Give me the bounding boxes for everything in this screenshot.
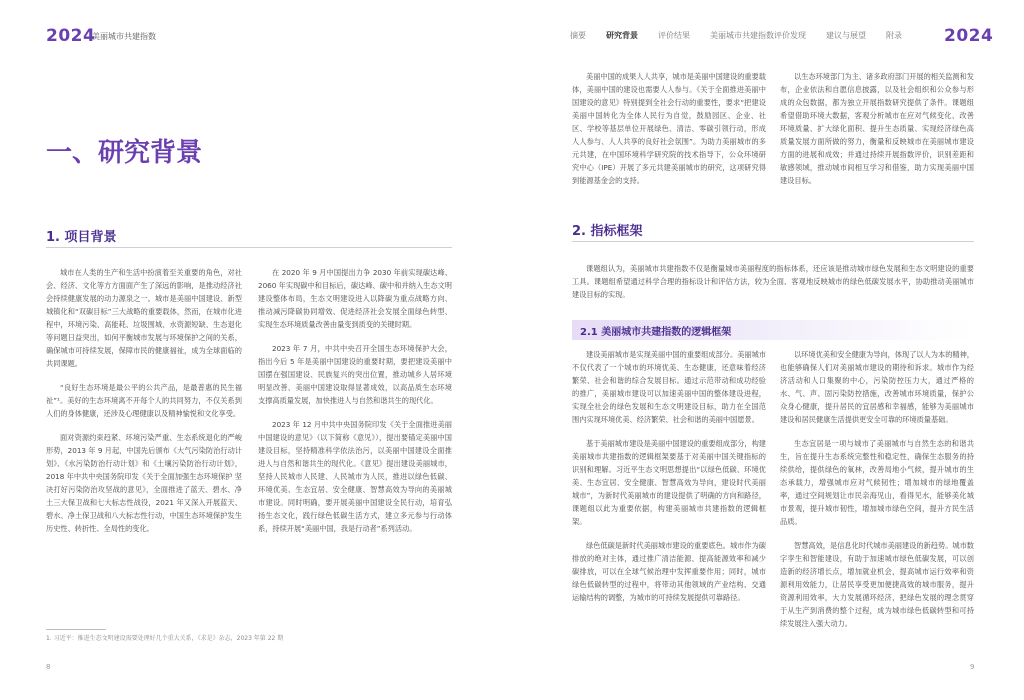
nav-item-background[interactable]: 研究背景 xyxy=(606,31,638,40)
left-column-2 xyxy=(258,266,452,606)
paragraph: 城市在人类的生产和生活中扮演着至关重要的角色，对社会、经济、文化等方方面面产生了深远的影响，是推动经济社会持续健康发展的动力源泉之一。城市是美丽中国建设、新型城镇化和“双碳目标”三大战略的重要载体，然而，在城市化进程中，环境污染、高能耗、垃圾围城、水资源短缺、生态退化等问题日益突出，如何平衡城市发展与环境保护之间的关系，确保城市可持续发展，保障市民的健康福祉，成为全球面临的共同课题。 xyxy=(46,268,242,368)
footnote: 1. 习近平：推进生态文明建设需要处理好几个重大关系，《求是》杂志，2023 年第 22 期 xyxy=(46,635,284,642)
section-rule-left xyxy=(46,247,452,248)
right-column-2 xyxy=(780,348,974,648)
paragraph: 在 2020 年 9 月中国提出力争 2030 年前实现碳达峰、2060 年实现碳中和目标后，碳达峰、碳中和并纳入生态文明建设整体布局，生态文明建设进入以降碳为重点战略方向、推动减污降碳协同增效、促进经济社会发展全面绿色转型、实现生态环境质量改善由量变到质变的关键时期。 xyxy=(258,268,452,329)
nav-item-results[interactable]: 评价结果 xyxy=(658,31,690,40)
chapter-title: 一、研究背景 xyxy=(46,138,203,168)
paragraph: 生态宜居是一项与城市了美丽城市与自然生态的和谐共生，旨在提升生态系统完整性和稳定性，确保生态服务的持续供给，提供绿色的氧林，改善局地小气候，提升城市的生态承载力，增强城市应对气候韧性；增加城市的绿地覆盖率，通过空间规划让市民亲海见山，看得见水，能够美化城市景观，提升城市韧性，增加城市绿色空间，提升方民生活品质。 xyxy=(780,439,974,526)
left-column-1 xyxy=(46,266,242,606)
paragraph: 绿色低碳是新时代美丽城市建设的重要底色。城市作为碳排放的绝对主体，通过推广清洁能源、提高能源效率和减少碳排放，可以在全球气候治理中发挥重要作用；同时，城市绿色低碳转型的过程中，将带动其他领域的产业结构、交通运输结构的调整，为城市的可持续发展提供可靠路径。 xyxy=(572,541,766,602)
paragraph: 智慧高效，是信息化时代城市美丽建设的新趋势。城市数字孪生和智能建设，有助于加速城市绿色低碳发展，可以创造新的经济增长点，增加就业机会，提高城市运行效率和资源利用效能力，让居民享受更加便捷高效的城市服务，提升资源利用效率，大力发展循环经济，把绿色发展的理念贯穿于从生产到消费的整个过程，成为城市绿色低碳转型和可持续发展注入强大动力。 xyxy=(780,541,974,628)
paragraph: 美丽中国的成果人人共享，城市是美丽中国建设的重要载体，美丽中国的建设也需要人人参与。《关于全面推进美丽中国建设的意见》特别提到全社会行动的重要性，要求“把建设美丽中国转化为全体人民行为自觉，鼓励园区、企业、社区、学校等基层单位开展绿色、清洁、零碳引领行动，形成人人参与、人人共享的良好社会氛围”。为助力美丽城市的多元共建，在中国环境科学研究院的技术指导下，公众环境研究中心（IPE）开展了多元共建美丽城市的研究，这项研究得到能源基金会的支持。 xyxy=(572,72,766,185)
header-report-title: 美丽城市共建指数 xyxy=(92,32,156,41)
nav-item-summary[interactable]: 摘要 xyxy=(570,31,586,40)
nav-item-appendix[interactable]: 附录 xyxy=(886,31,902,40)
header-nav xyxy=(570,30,922,41)
footnote-divider xyxy=(46,629,106,630)
paragraph: 2023 年 7 月，中共中央召开全国生态环境保护大会，指出今后 5 年是美丽中国建设的重要时期，要把建设美丽中国摆在强国建设、民族复兴的突出位置，推动城乡人居环境明显改善、美丽中国建设取得显著成效，以高品质生态环境支撑高质量发展，加快推进人与自然和谐共生的现代化。 xyxy=(258,344,452,405)
nav-item-suggestions[interactable]: 建议与展望 xyxy=(826,31,866,40)
right-column-1 xyxy=(572,348,766,648)
paragraph: 以生态环境部门为主、诸多政府部门开展的相关监测和发布，企业依法和自愿信息披露，以及社会组织和公众参与形成的众包数据，都为独立开展指数研究提供了条件。课题组希望借助环境大数据，客观分析城市在应对气候变化、改善环境质量、扩大绿化面积、提升生态质量、实现经济绿色高质量发展方面所做的努力，衡量和反映城市在美丽城市建设方面的进展和成效；并通过持续开展指数评价，识别差距和敏感领域，推动城市间相互学习和借鉴，助力实现美丽中国建设目标。 xyxy=(780,72,974,185)
paragraph: 以环境优美和安全健康为导向，体现了以人为本的精神，也能够确保人们对美丽城市建设的期待和诉求。城市作为经济活动和人口集聚的中心，污染防控压力大，通过严格的水、气、声、固污染防控措施，改善城市环境质量，保护公众身心健康，提升居民的宜居感和幸福感，能够为美丽城市建设和居民健康生活提供更安全可靠的环境质量基础。 xyxy=(780,350,974,424)
section-heading-index-framework: 2. 指标框架 xyxy=(572,224,643,239)
section-heading-project-background: 1. 项目背景 xyxy=(46,230,117,245)
paragraph: 面对资源约束趋紧、环境污染严重、生态系统退化的严峻形势，2013 年 9 月起，中国先后颁布《大气污染防治行动计划》、《水污染防治行动计划》和《土壤污染防治行动计划》，2018 年中共中央国务院印发《关于全面加强生态环境保护 坚决打好污染防治攻坚战的意见》，全面推进了蓝天、碧水、净土三大保卫战和七大标志性战役，2021 年又深入开展蓝天、碧水、净土保卫战和八大标志性行动，中国生态环境保护发生历史性、转折性、全局性的变化。 xyxy=(46,433,242,533)
page-number-left: 8 xyxy=(46,663,51,671)
page-number-right: 9 xyxy=(970,663,975,671)
header-year-left: 2024 xyxy=(46,26,96,46)
paragraph: 基于美丽城市建设是美丽中国建设的重要组成部分，构建美丽城市共建指数的逻辑框架要基于对美丽中国关键指标的识别和理解。习近平生态文明思想提出“以绿色低碳、环境优美、生态宜居、安全健康、智慧高效为导向，建设时代美丽城市”，为新时代美丽城市的建设提供了明确的方向和路径，课题组以此为重要依据，构建美丽城市共建指数的逻辑框架。 xyxy=(572,439,766,526)
subsection-heading-logic-framework: 2.1 美丽城市共建指数的逻辑框架 xyxy=(580,327,732,338)
paragraph: 建设美丽城市是实现美丽中国的重要组成部分。美丽城市不仅代表了一个城市的环境优美、生态健康，还意味着经济繁荣、社会和谐的综合发展目标。通过示范带动和成功经验的推广，美丽城市建设可以加速美丽中国的整体建设进程，实现全社会的绿色发展和生态文明建设目标，助力在全国范围内实现环境优美、经济繁荣、社会和谐的美丽中国愿景。 xyxy=(572,350,766,424)
section-rule-right xyxy=(572,241,974,242)
page-header xyxy=(0,0,1024,70)
right-top-column-2 xyxy=(780,70,974,200)
paragraph: 课题组认为，美丽城市共建指数不仅是衡量城市美丽程度的指标体系，还应该是推动城市绿色发展和生态文明建设的重要工具。课题组希望通过科学合理的指标设计和评估方法，较为全面、客观地反映城市的绿色低碳发展水平，协助推动美丽城市建设目标的实现。 xyxy=(572,264,974,299)
right-top-column-1 xyxy=(572,70,766,200)
nav-item-findings[interactable]: 美丽城市共建指数评价发现 xyxy=(710,31,806,40)
paragraph: 2023 年 12 月中共中央国务院印发《关于全面推进美丽中国建设的意见》（以下简称《意见》），提出要锚定美丽中国建设目标，坚持精准科学依法治污，以美丽中国建设全面推进人与自然和谐共生的现代化。《意见》提出建设美丽城市，坚持人民城市人民建、人民城市为人民，推进以绿色低碳、环境优美、生态宜居、安全健康、智慧高效为导向的美丽城市建设。同时明确，要开展美丽中国建设全民行动，培育弘扬生态文化，践行绿色低碳生活方式，建立多元参与行动体系，持续开展“美丽中国，我是行动者”系列活动。 xyxy=(258,420,452,533)
header-year-right: 2024 xyxy=(944,26,994,46)
paragraph: “良好生态环境是最公平的公共产品，是最普惠的民生福祉”¹。美好的生态环境离不开每个人的共同努力，不仅关系到人们的身体健康，还涉及心理健康以及精神愉悦和文化享受。 xyxy=(46,383,242,418)
framework-intro xyxy=(572,262,974,308)
